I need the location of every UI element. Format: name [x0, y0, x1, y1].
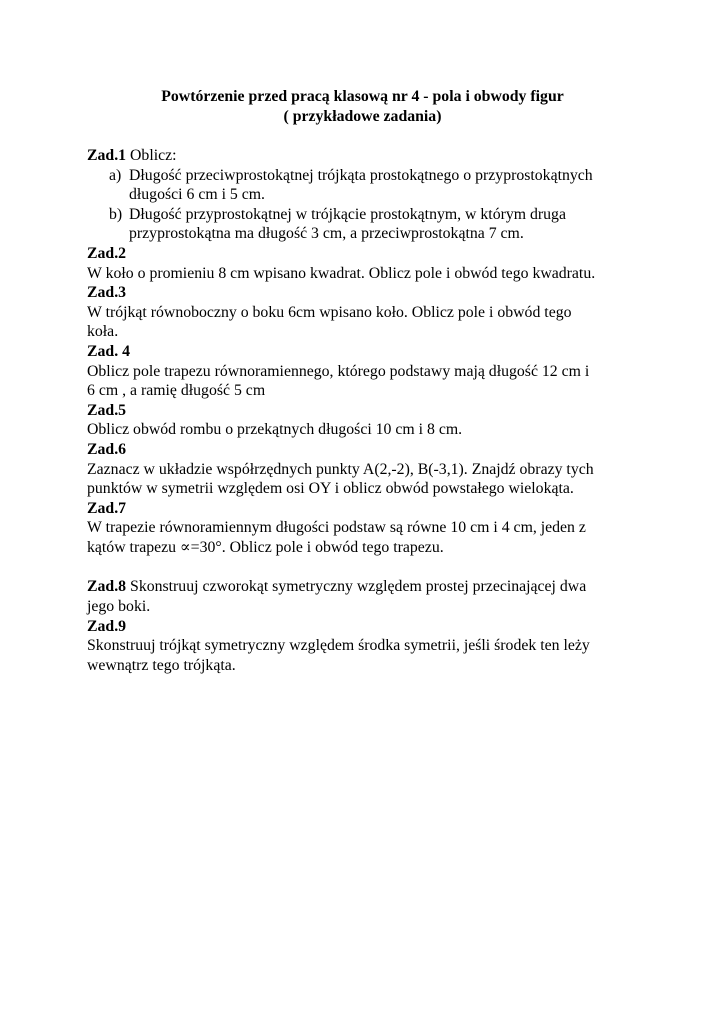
task-5-label: Zad.5 — [87, 401, 127, 419]
task-6 — [87, 440, 687, 499]
blank-line — [87, 557, 687, 577]
task-4 — [87, 342, 687, 401]
task-8 — [87, 577, 687, 616]
task-5-line-1: Oblicz obwód rombu o przekątnych długości 10 cm i 8 cm. — [87, 421, 463, 439]
task-8-line-1: jego boki. — [87, 598, 151, 616]
task-2-label: Zad.2 — [87, 244, 127, 262]
task-9 — [87, 617, 687, 676]
task-1-intro: Oblicz: — [126, 147, 177, 164]
title-line-1: Powtórzenie przed pracą klasową nr 4 - pola i obwody figur — [161, 88, 564, 105]
task-9-line-1: Skonstruuj trójkąt symetryczny względem środka symetrii, jeśli środek ten leży — [87, 637, 590, 655]
item-a-line-1: Długość przeciwprostokątnej trójkąta prostokątnego o przyprostokątnych — [129, 166, 593, 184]
task-6-label: Zad.6 — [87, 440, 127, 458]
task-1-item-b — [87, 205, 687, 244]
title-line-2: ( przykładowe zadania) — [283, 108, 442, 125]
document-title — [0, 87, 725, 127]
task-3-line-1: W trójkąt równoboczny o boku 6cm wpisano koło. Oblicz pole i obwód tego — [87, 303, 572, 321]
task-4-line-1: Oblicz pole trapezu równoramiennego, którego podstawy mają długość 12 cm i — [87, 362, 590, 380]
task-7-line-1: W trapezie równoramiennym długości podstaw są równe 10 cm i 4 cm, jeden z — [87, 519, 586, 537]
task-7-label: Zad.7 — [87, 499, 127, 517]
task-list — [87, 146, 687, 675]
task-6-line-1: Zaznacz w układzie współrzędnych punkty A(2,-2), B(-3,1). Znajdź obrazy tych — [87, 460, 594, 478]
task-8-intro: Skonstruuj czworokąt symetryczny względem prostej przecinającej dwa — [126, 578, 587, 596]
item-b-line-2: przyprostokątna ma długość 3 cm, a przeciwprostokątna 7 cm. — [129, 225, 524, 243]
item-a-marker: a) — [109, 166, 122, 184]
task-8-label: Zad.8 — [87, 578, 127, 596]
task-4-label: Zad. 4 — [87, 342, 131, 360]
task-3-line-2: koła. — [87, 323, 119, 341]
task-8-header — [87, 577, 687, 597]
task-7-line-2: kątów trapezu ∝=30°. Oblicz pole i obwód tego trapezu. — [87, 538, 444, 556]
task-9-line-2: wewnątrz tego trójkąta. — [87, 656, 236, 674]
task-1-header — [87, 146, 687, 166]
task-9-label: Zad.9 — [87, 617, 127, 635]
task-3-label: Zad.3 — [87, 284, 127, 302]
task-7 — [87, 499, 687, 558]
item-a-line-2: długości 6 cm i 5 cm. — [129, 186, 266, 204]
task-3 — [87, 283, 687, 342]
task-4-line-2: 6 cm , a ramię długość 5 cm — [87, 382, 266, 400]
task-1-label: Zad.1 — [87, 147, 127, 164]
task-1-item-a — [87, 166, 687, 205]
task-6-line-2: punktów w symetrii względem osi OY i oblicz obwód powstałego wielokąta. — [87, 480, 574, 498]
item-b-line-1: Długość przyprostokątnej w trójkącie prostokątnym, w którym druga — [129, 205, 566, 223]
task-1 — [87, 146, 687, 244]
task-2 — [87, 244, 687, 283]
task-2-line-1: W koło o promieniu 8 cm wpisano kwadrat. Oblicz pole i obwód tego kwadratu. — [87, 264, 596, 282]
task-5 — [87, 401, 687, 440]
item-b-marker: b) — [109, 205, 123, 223]
